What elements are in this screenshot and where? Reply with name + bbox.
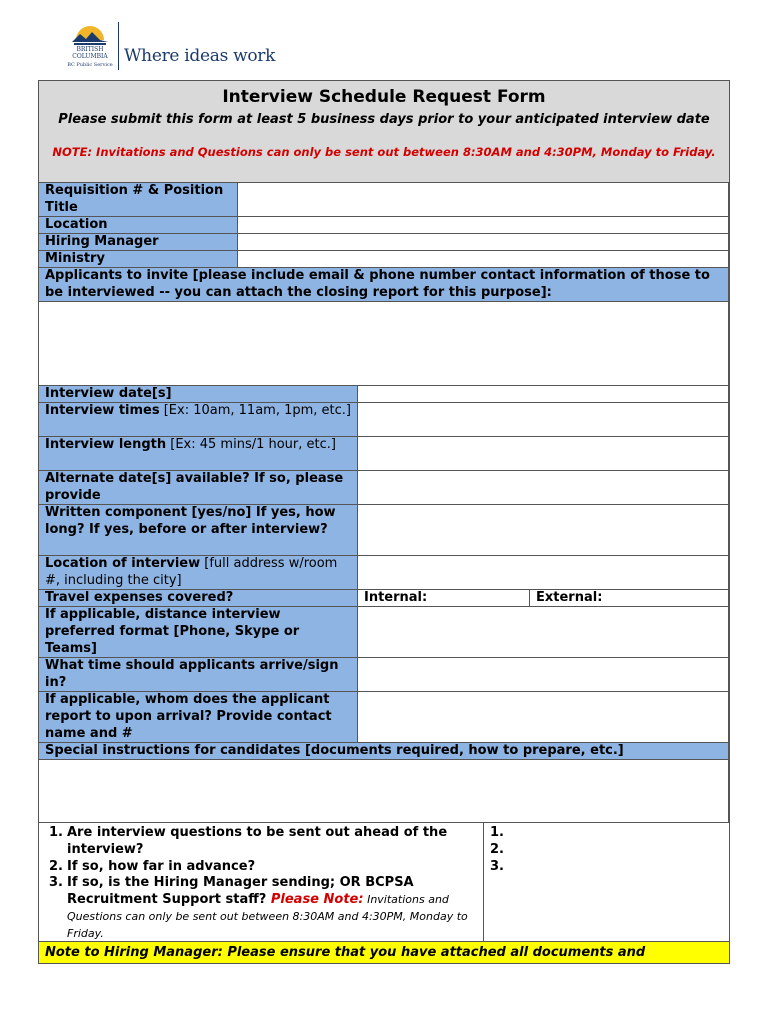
travel-external-input[interactable] — [530, 590, 729, 607]
location-input[interactable] — [238, 217, 729, 234]
logo-tagline: Where ideas work — [124, 46, 276, 66]
ministry-label: Ministry — [39, 251, 238, 268]
written-component-label: Written component [yes/no] If yes, how long? If yes, before or after interview? — [39, 505, 358, 556]
alternate-dates-label: Alternate date[s] available? If so, please provide — [39, 471, 358, 505]
interview-length-hint: [Ex: 45 mins/1 hour, etc.] — [166, 437, 336, 452]
question-2 — [49, 859, 479, 876]
written-component-input[interactable] — [358, 505, 729, 556]
travel-internal-input[interactable] — [358, 590, 530, 607]
form-title: Interview Schedule Request Form — [222, 87, 546, 107]
interview-times-label — [39, 403, 358, 437]
location-label: Location — [39, 217, 238, 234]
logo-line3: BC Public Service — [67, 62, 113, 68]
arrival-time-label: What time should applicants arrive/sign in? — [39, 658, 358, 692]
interview-length-label — [39, 437, 358, 471]
ministry-input[interactable] — [238, 251, 729, 268]
interview-length-label-bold: Interview length — [45, 437, 167, 452]
travel-internal-label: Internal: — [364, 590, 428, 605]
interview-location-label-bold: Location of interview — [45, 556, 201, 571]
question-1-text: Are interview questions to be sent out ahead of the interview? — [67, 825, 448, 857]
interview-times-hint: [Ex: 10am, 11am, 1pm, etc.] — [159, 403, 351, 418]
question-3-number: 3. — [49, 875, 63, 891]
logo-line1: BRITISH — [76, 46, 104, 53]
interview-dates-label: Interview date[s] — [39, 386, 358, 403]
question-3-text: If so, is the Hiring Manager sending; OR BCPSA Recruitment Support staff? — [67, 875, 414, 908]
interview-times-label-bold: Interview times — [45, 403, 160, 418]
form-subtitle: Please submit this form at least 5 business days prior to your anticipated interview date — [58, 112, 710, 127]
form-note: NOTE: Invitations and Questions can only be sent out between 8:30AM and 4:30PM, Monday to Friday. — [52, 145, 716, 159]
answer-1[interactable]: 1. — [490, 825, 504, 840]
question-3 — [49, 875, 479, 942]
logo-divider — [118, 22, 119, 70]
applicants-input[interactable] — [39, 302, 729, 386]
special-instructions-label: Special instructions for candidates [documents required, how to prepare, etc.] — [39, 743, 729, 760]
answer-3[interactable]: 3. — [490, 858, 504, 874]
interview-location-label — [39, 556, 358, 590]
form-header — [39, 81, 729, 183]
interview-dates-input[interactable] — [358, 386, 729, 403]
interview-times-input[interactable] — [358, 403, 729, 437]
please-note-text: Invitations and Questions can only be sent out between 8:30AM and 4:30PM, Monday to Friday. — [67, 893, 468, 940]
applicants-label: Applicants to invite [please include email & phone number contact information of those to be interviewed -- you can attach the closing report for this purpose]: — [39, 268, 729, 302]
travel-external-label: External: — [536, 590, 603, 605]
interview-length-input[interactable] — [358, 437, 729, 471]
question-2-number: 2. — [49, 858, 63, 874]
question-1-number: 1. — [49, 825, 63, 840]
interview-schedule-form — [38, 80, 730, 964]
distance-format-input[interactable] — [358, 607, 729, 658]
questions-list — [39, 823, 484, 942]
report-to-label: If applicable, whom does the applicant report to upon arrival? Provide contact name and # — [39, 692, 358, 743]
logo-line2: COLUMBIA — [72, 53, 108, 60]
arrival-time-input[interactable] — [358, 658, 729, 692]
question-2-text: If so, how far in advance? — [67, 858, 256, 874]
question-1 — [49, 825, 479, 859]
hiring-manager-input[interactable] — [238, 234, 729, 251]
interview-location-input[interactable] — [358, 556, 729, 590]
special-instructions-input[interactable] — [39, 760, 729, 823]
bc-public-service-logo — [62, 18, 282, 74]
footer-note: Note to Hiring Manager: Please ensure that you have attached all documents and — [39, 942, 729, 963]
alternate-dates-input[interactable] — [358, 471, 729, 505]
requisition-label: Requisition # & Position Title — [39, 183, 238, 217]
please-note-label: Please Note: — [270, 892, 364, 908]
interview-location-hint: [full address w/room #, including the city] — [45, 556, 338, 588]
answer-2[interactable]: 2. — [490, 841, 504, 857]
answers-list[interactable] — [484, 823, 729, 942]
hiring-manager-label: Hiring Manager — [39, 234, 238, 251]
travel-expenses-label: Travel expenses covered? — [39, 590, 358, 607]
report-to-input[interactable] — [358, 692, 729, 743]
requisition-input[interactable] — [238, 183, 729, 217]
distance-format-label: If applicable, distance interview preferred format [Phone, Skype or Teams] — [39, 607, 358, 658]
